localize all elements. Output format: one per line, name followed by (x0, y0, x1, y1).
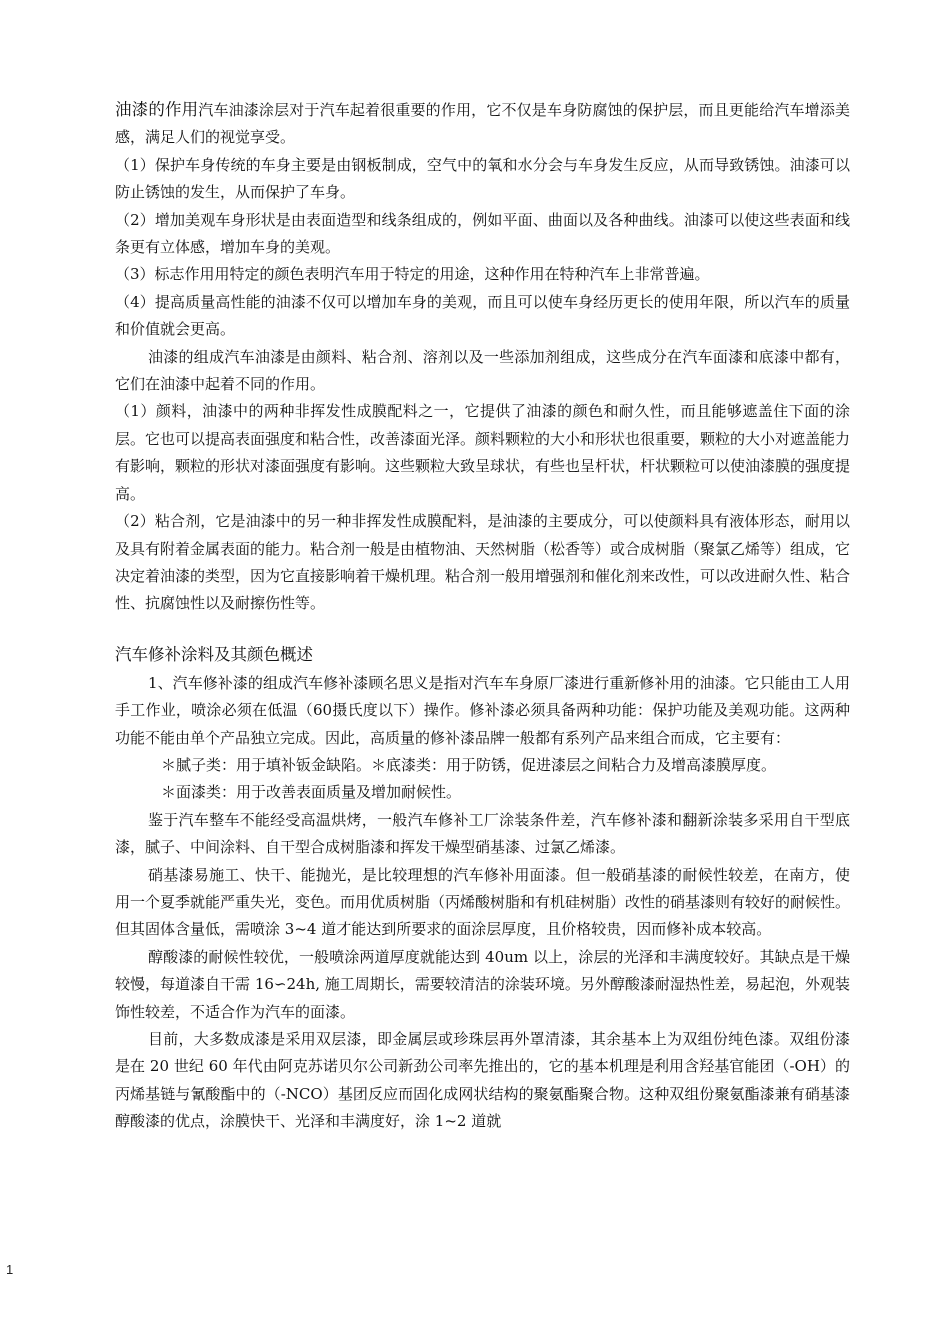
section-heading-refinish: 汽车修补涂料及其颜色概述 (115, 644, 313, 664)
list-item-quality: （4）提高质量高性能的油漆不仅可以增加车身的美观，而且可以使车身经历更长的使用年限，所以汽车的质量和价值就会更高。 (115, 292, 850, 339)
paint-function-text: 汽车油漆涂层对于汽车起着很重要的作用，它不仅是车身防腐蚀的保护层，而且更能给汽车增添美感，满足人们的视觉享受。 (115, 101, 850, 147)
list-item-beauty: （2）增加美观车身形状是由表面造型和线条组成的，例如平面、曲面以及各种曲线。油漆可以使这些表面和线条更有立体感，增加车身的美观。 (115, 210, 850, 257)
document-body (115, 96, 850, 1136)
paragraph-paint-function (115, 96, 850, 152)
paragraph-alkyd-paint: 醇酸漆的耐候性较优，一般喷涂两道厚度就能达到 40um 以上，涂层的光泽和丰满度较好。其缺点是干燥较慢，每道漆自干需 16∽24h, 施工周期长，需要较清洁的涂装环境。另外醇酸漆耐湿热性差，易起泡，外观装饰性较差，不适合作为汽车的面漆。 (115, 947, 850, 1021)
paragraph-paint-composition: 油漆的组成汽车油漆是由颜料、粘合剂、溶剂以及一些添加剂组成，这些成分在汽车面漆和底漆中都有，它们在油漆中起着不同的作用。 (115, 347, 850, 394)
bullet-topcoat: ＊面漆类：用于改善表面质量及增加耐候性。 (161, 783, 462, 802)
bullet-putty-primer: ＊腻子类：用于填补钣金缺陷。＊底漆类：用于防锈，促进漆层之间粘合力及增高漆膜厚度。 (161, 755, 777, 774)
paragraph-refinish-composition: 1、汽车修补漆的组成汽车修补漆顾名思义是指对汽车车身原厂漆进行重新修补用的油漆。它只能由工人用手工作业，喷涂必须在低温（60摄氏度以下）操作。修补漆必须具备两种功能：保护功能及美观功能。这两种功能不能由单个产品独立完成。因此，高质量的修补漆品牌一般都有系列产品来组合而成，它主要有： (115, 673, 850, 747)
paragraph-two-component: 目前，大多数成漆是采用双层漆，即金属层或珍珠层再外罩清漆，其余基本上为双组份纯色漆。双组份漆是在 20 世纪 60 年代由阿克苏诺贝尔公司新劲公司率先推出的，它的基本机理是利用含羟基官能团（-OH）的丙烯基链与氰酸酯中的（-NCO）基团反应而固化成网状结构的聚氨酯聚合物。这种双组份聚氨酯漆兼有硝基漆醇酸漆的优点，涂膜快干、光泽和丰满度好，涂 1~2 道就 (115, 1030, 850, 1131)
list-item-protect: （1）保护车身传统的车身主要是由钢板制成，空气中的氧和水分会与车身发生反应，从而导致锈蚀。油漆可以防止锈蚀的发生，从而保护了车身。 (115, 155, 850, 202)
inline-heading-paint-function: 油漆的作用 (115, 100, 199, 119)
paragraph-drying-conditions: 鉴于汽车整车不能经受高温烘烤，一般汽车修补工厂涂装条件差，汽车修补漆和翻新涂装多采用自干型底漆，腻子、中间涂料、自干型合成树脂漆和挥发干燥型硝基漆、过氯乙烯漆。 (115, 810, 850, 857)
list-item-pigment: （1）颜料，油漆中的两种非挥发性成膜配料之一，它提供了油漆的颜色和耐久性，而且能够遮盖住下面的涂层。它也可以提高表面强度和粘合性，改善漆面光泽。颜料颗粒的大小和形状也很重要，颗粒的大小对遮盖能力有影响，颗粒的形状对漆面强度有影响。这些颗粒大致呈球状，有些也呈杆状，杆状颗粒可以使油漆膜的强度提高。 (115, 402, 851, 503)
list-item-marking: （3）标志作用用特定的颜色表明汽车用于特定的用途，这种作用在特种汽车上非常普遍。 (115, 265, 710, 284)
list-item-binder: （2）粘合剂，它是油漆中的另一种非挥发性成膜配料，是油漆的主要成分，可以使颜料具有液体形态，耐用以及具有附着金属表面的能力。粘合剂一般是由植物油、天然树脂（松香等）或合成树脂（聚氯乙烯等）组成，它决定着油漆的类型，因为它直接影响着干燥机理。粘合剂一般用增强剂和催化剂来改性，可以改进耐久性、粘合性、抗腐蚀性以及耐擦伤性等。 (115, 512, 851, 613)
page-number: 1 (6, 1262, 14, 1277)
paragraph-nitro-lacquer: 硝基漆易施工、快干、能抛光，是比较理想的汽车修补用面漆。但一般硝基漆的耐候性较差，在南方，使用一个夏季就能严重失光，变色。而用优质树脂（丙烯酸树脂和有机硅树脂）改性的硝基漆则有较好的耐候性。但其固体含量低，需喷涂 3~4 道才能达到所要求的面涂层厚度，且价格较贵，因而修补成本较高。 (115, 865, 851, 939)
